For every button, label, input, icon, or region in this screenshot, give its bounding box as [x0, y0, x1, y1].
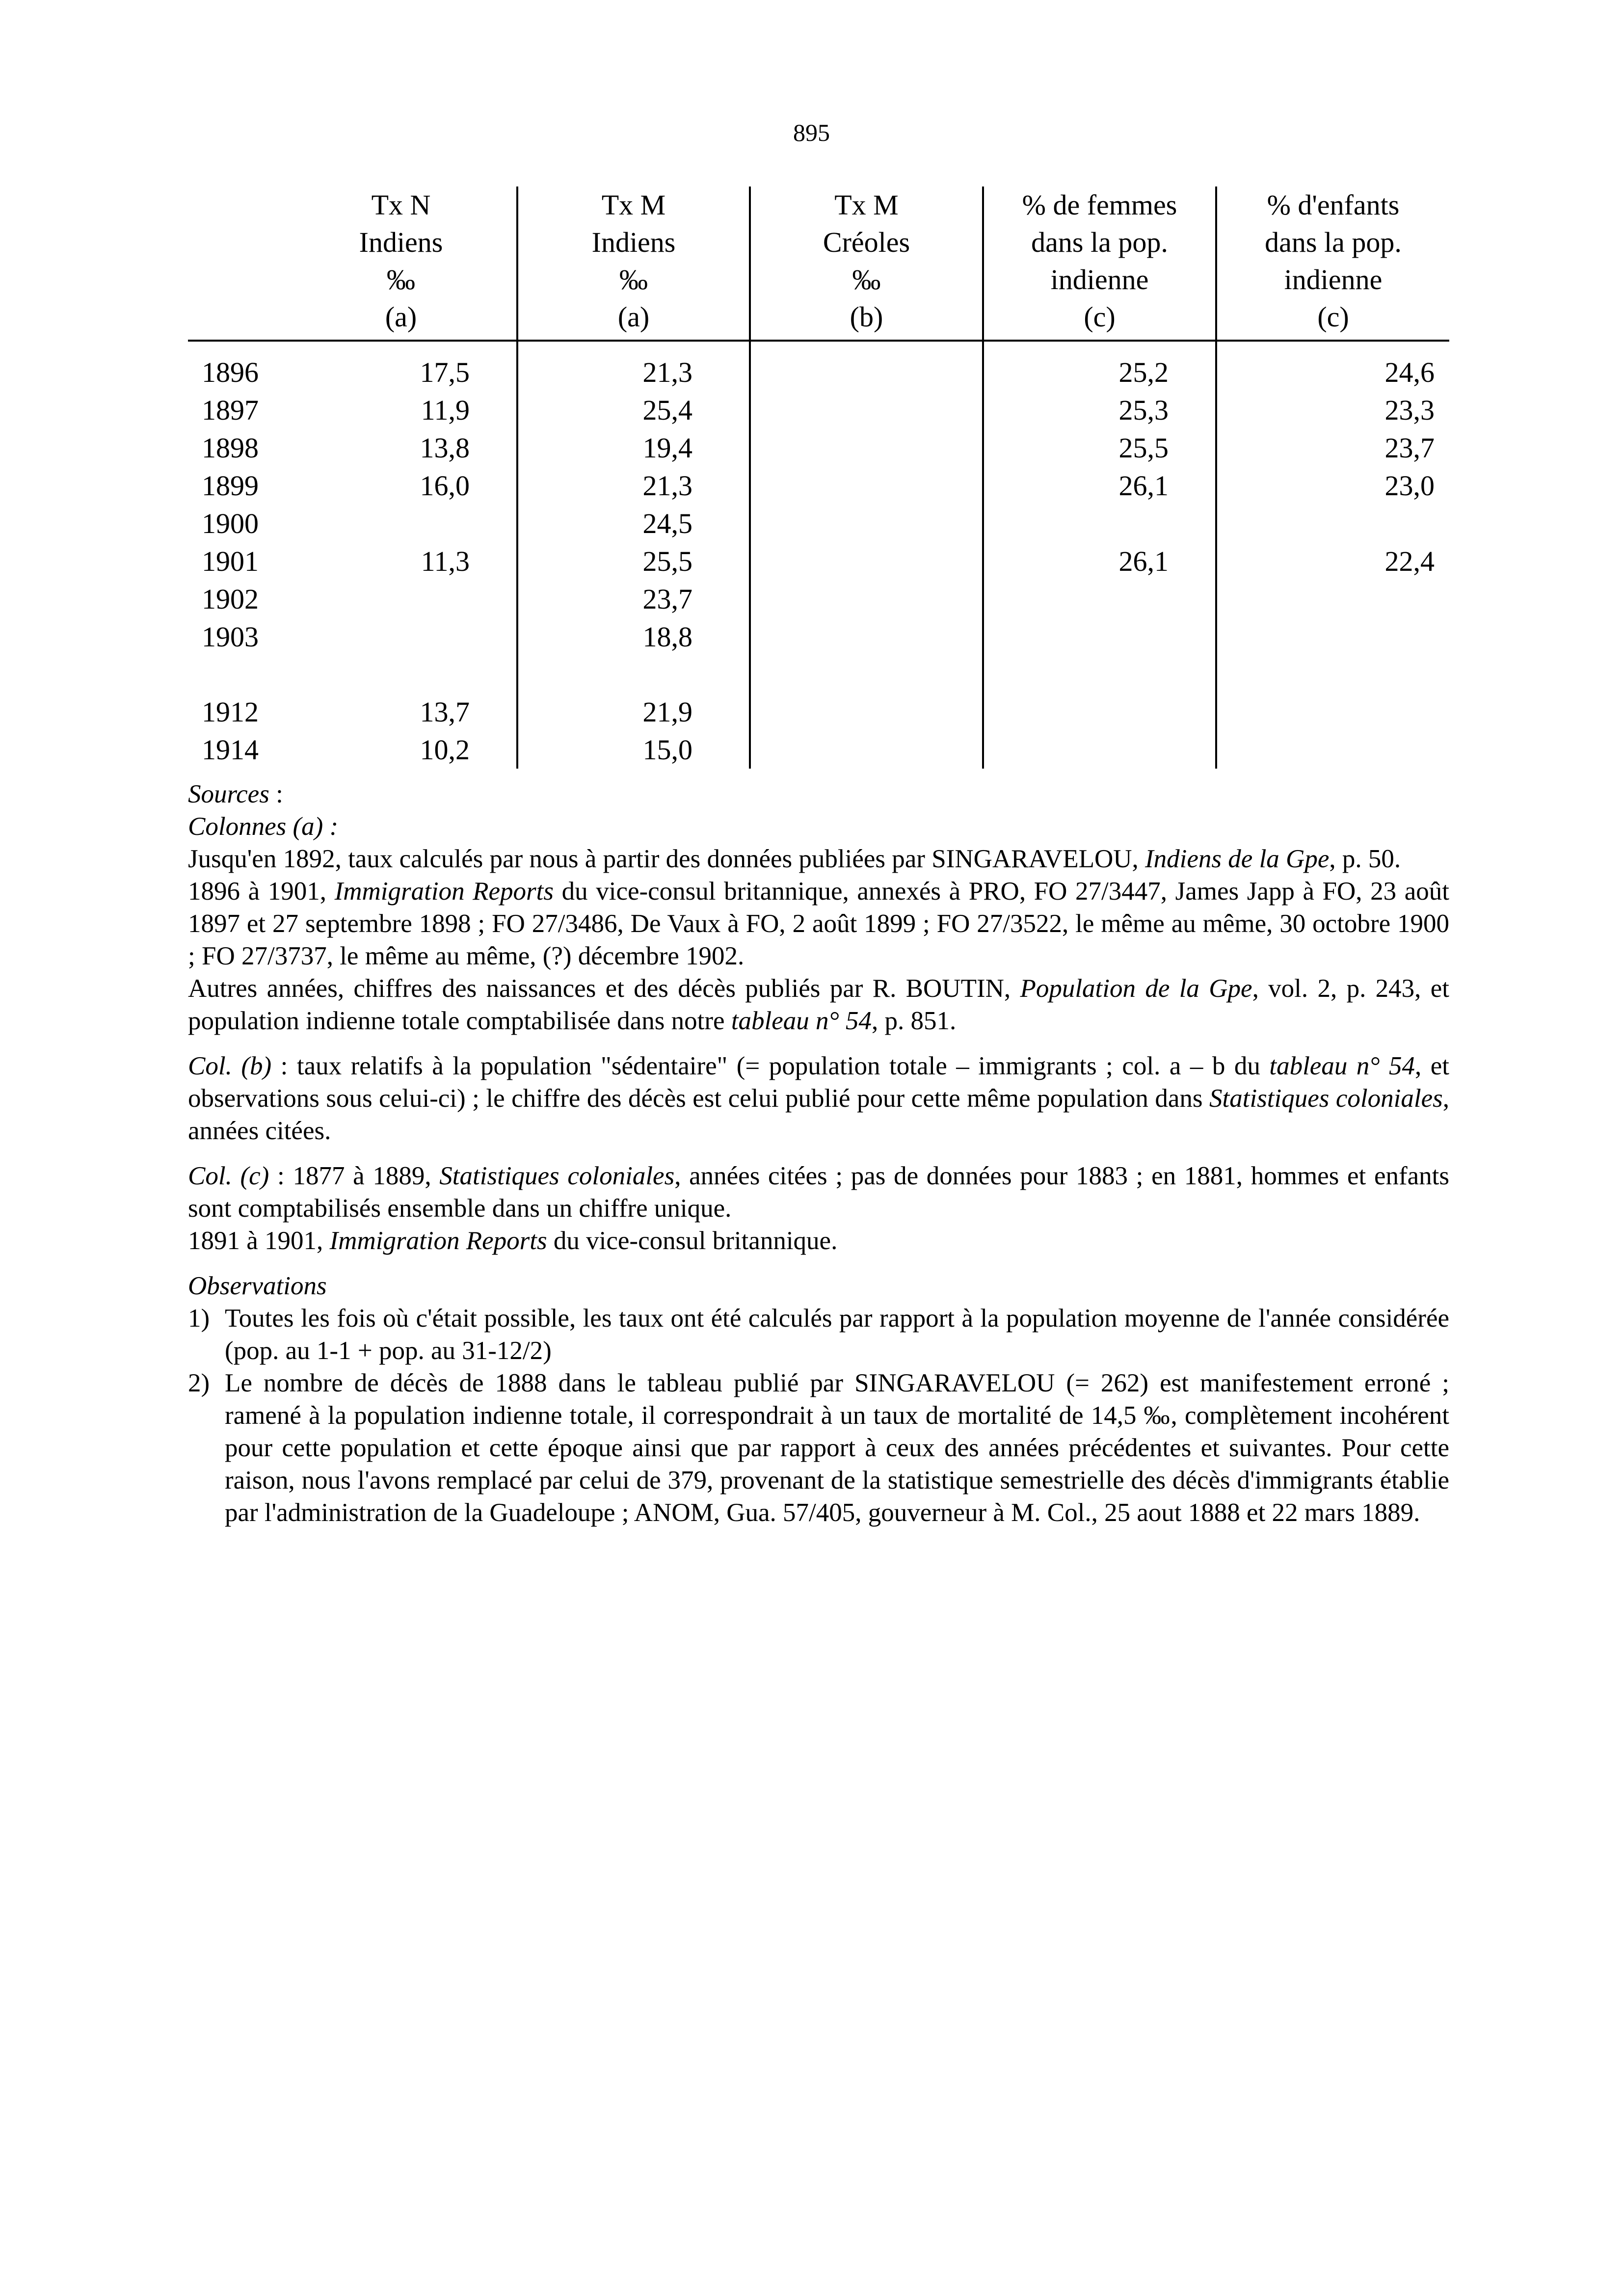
table-cell-enfants: 23,0: [1216, 467, 1449, 505]
table-cell-txm_cre: [750, 505, 983, 542]
table-cell-txm_ind: 24,5: [517, 505, 750, 542]
table-cell-femmes: [983, 505, 1216, 542]
table-cell-txm_cre: [750, 467, 983, 505]
table-cell-year: [188, 656, 286, 693]
table-cell-txn: 13,8: [420, 432, 470, 464]
table-cell-txn: [286, 580, 517, 618]
note-1891-1901: 1891 à 1901, Immigration Reports du vice-consul britannique.: [188, 1227, 838, 1255]
header-line: dans la pop.: [1031, 226, 1168, 258]
observation-text: Le nombre de décès de 1888 dans le tableau publié par SINGARAVELOU (= 262) est manifestement erroné ; ramené à la population indienne totale, il correspondrait à un taux de mortalité de 14,5 ‰, complètement incohérent pour cette population et cette époque ainsi que par rapport à ceux des années précédentes et suivantes. Pour cette raison, nous l'avons remplacé par celui de 379, provenant de la statistique semestrielle des décès d'immigrants établie par l'administration de la Guadeloupe ; ANOM, Gua. 57/405, gouverneur à M. Col., 25 aout 1888 et 22 mars 1889.: [225, 1369, 1449, 1527]
table-cell-femmes: 26,1: [983, 542, 1216, 580]
header-line: (a): [385, 301, 417, 333]
observations-heading: Observations: [188, 1272, 327, 1300]
table-row-gap: [188, 656, 1449, 693]
table-cell-year: 1903: [202, 621, 259, 653]
table-cell-txm_cre: [750, 618, 983, 656]
header-line: (c): [1317, 301, 1349, 333]
table-cell-txm_ind: 25,4: [517, 391, 750, 429]
table-cell-year: 1902: [202, 583, 259, 615]
table-cell-year: 1896: [202, 356, 259, 388]
table-cell-femmes: [983, 618, 1216, 656]
table-cell-txm_ind: 18,8: [517, 618, 750, 656]
table-cell-year: 1900: [202, 507, 259, 539]
table-cell-txm_cre: [750, 429, 983, 467]
table-cell-enfants: [1216, 693, 1449, 731]
table-cell-txn: 10,2: [420, 734, 470, 766]
table-cell-txn: 16,0: [420, 470, 470, 502]
table-row-1898: [188, 429, 1449, 467]
header-line: % d'enfants: [1267, 189, 1400, 221]
table-cell-enfants: 24,6: [1216, 341, 1449, 391]
table-cell-txn: 11,3: [421, 545, 470, 577]
table-cell-femmes: [983, 731, 1216, 769]
header-cell-4: [983, 187, 1216, 341]
table-cell-txn: [286, 505, 517, 542]
table-cell-enfants: 23,3: [1216, 391, 1449, 429]
note-autres-annees: Autres années, chiffres des naissances et des décès publiés par R. BOUTIN, Population de la Gpe, vol. 2, p. 243, et population indienne totale comptabilisée dans notre tableau n° 54, p. 851.: [188, 974, 1449, 1035]
header-line: Tx N: [371, 189, 431, 221]
table-cell-txn: 17,5: [420, 356, 470, 388]
statistics-table-container: [188, 187, 1449, 769]
header-cell-5: [1216, 187, 1449, 341]
table-cell-txn: [286, 618, 517, 656]
table-cell-txm_cre: [750, 341, 983, 391]
table-cell-femmes: 25,5: [983, 429, 1216, 467]
table-cell-femmes: [983, 693, 1216, 731]
observations-list: [188, 1302, 1449, 1529]
observation-number: 1): [188, 1304, 210, 1333]
table-cell-txm_ind: 21,3: [517, 341, 750, 391]
table-cell-femmes: [983, 580, 1216, 618]
table-cell-txm_ind: 15,0: [517, 731, 750, 769]
sources-heading: Sources :: [188, 780, 283, 808]
note-1896-1901: 1896 à 1901, Immigration Reports du vice-consul britannique, annexés à PRO, FO 27/3447, James Japp à FO, 23 août 1897 et 27 septembre 1898 ; FO 27/3486, De Vaux à FO, 2 août 1899 ; FO 27/3522, le même au même, 30 octobre 1900 ; FO 27/3737, le même au même, (?) décembre 1902.: [188, 877, 1449, 970]
header-line: ‰: [852, 264, 881, 295]
note-col-c: Col. (c) : 1877 à 1889, Statistiques coloniales, années citées ; pas de données pour 1883 ; en 1881, hommes et enfants sont comptabilisés ensemble dans un chiffre unique.: [188, 1162, 1449, 1223]
colonnes-a-heading: Colonnes (a) :: [188, 812, 339, 841]
note-col-b: Col. (b) : taux relatifs à la population "sédentaire" (= population totale – immigrants ; col. a – b du tableau n° 54, et observations sous celui-ci) ; le chiffre des décès est celui publié pour cette même population dans Statistiques coloniales, années citées.: [188, 1052, 1450, 1145]
table-cell-txm_cre: [750, 731, 983, 769]
table-cell-txm_cre: [750, 656, 983, 693]
table-row-1903: [188, 618, 1449, 656]
page-number: 895: [793, 119, 830, 146]
header-line: dans la pop.: [1265, 226, 1402, 258]
table-cell-year: 1897: [202, 394, 259, 426]
observation-item: [188, 1302, 1449, 1367]
table-cell-femmes: 25,2: [983, 341, 1216, 391]
header-line: % de femmes: [1022, 189, 1177, 221]
table-cell-txm_cre: [750, 542, 983, 580]
table-row-1899: [188, 467, 1449, 505]
note-jusqu-1892: Jusqu'en 1892, taux calculés par nous à partir des données publiées par SINGARAVELOU, Indiens de la Gpe, p. 50.: [188, 845, 1401, 873]
observation-text: Toutes les fois où c'était possible, les taux ont été calculés par rapport à la population moyenne de l'année considérée (pop. au 1-1 + pop. au 31-12/2): [225, 1304, 1449, 1365]
table-row-1901: [188, 542, 1449, 580]
table-cell-txm_ind: [517, 656, 750, 693]
table-cell-txm_ind: 21,3: [517, 467, 750, 505]
header-line: indienne: [1284, 264, 1383, 295]
table-header-row: [188, 187, 1449, 341]
table-cell-femmes: [983, 656, 1216, 693]
table-cell-enfants: [1216, 731, 1449, 769]
table-cell-txm_ind: 21,9: [517, 693, 750, 731]
header-line: (a): [617, 301, 650, 333]
header-line: (b): [850, 301, 883, 333]
table-cell-enfants: 23,7: [1216, 429, 1449, 467]
header-line: Tx M: [834, 189, 899, 221]
header-cell-3: [750, 187, 983, 341]
header-cell-1: [286, 187, 517, 341]
observation-number: 2): [188, 1369, 210, 1397]
table-cell-year: 1899: [202, 470, 259, 502]
table-row-1902: [188, 580, 1449, 618]
table-cell-txm_ind: 25,5: [517, 542, 750, 580]
header-line: Créoles: [823, 226, 910, 258]
header-cell-year: [188, 187, 286, 341]
table-cell-txm_cre: [750, 693, 983, 731]
table-cell-year: 1901: [202, 545, 259, 577]
statistics-table: [188, 187, 1449, 769]
table-body: [188, 341, 1449, 769]
table-row-1897: [188, 391, 1449, 429]
header-line: ‰: [619, 264, 648, 295]
table-cell-femmes: 26,1: [983, 467, 1216, 505]
table-cell-txm_cre: [750, 580, 983, 618]
table-cell-enfants: [1216, 656, 1449, 693]
table-cell-enfants: [1216, 505, 1449, 542]
observation-item: [188, 1367, 1449, 1529]
header-line: indienne: [1050, 264, 1149, 295]
table-cell-year: 1914: [202, 734, 259, 766]
header-line: Tx M: [601, 189, 666, 221]
table-cell-year: 1912: [202, 696, 259, 728]
table-cell-txm_ind: 23,7: [517, 580, 750, 618]
table-cell-txn: [286, 656, 517, 693]
table-cell-femmes: 25,3: [983, 391, 1216, 429]
header-line: Indiens: [591, 226, 676, 258]
notes-section: [188, 778, 1449, 1529]
header-cell-2: [517, 187, 750, 341]
header-line: ‰: [387, 264, 415, 295]
table-row-1912: [188, 693, 1449, 731]
table-cell-txm_cre: [750, 391, 983, 429]
table-row-1896: [188, 341, 1449, 391]
table-row-1900: [188, 505, 1449, 542]
header-line: (c): [1084, 301, 1116, 333]
header-line: Indiens: [359, 226, 443, 258]
table-cell-enfants: [1216, 618, 1449, 656]
table-cell-year: 1898: [202, 432, 259, 464]
table-cell-txm_ind: 19,4: [517, 429, 750, 467]
table-row-1914: [188, 731, 1449, 769]
table-cell-enfants: 22,4: [1216, 542, 1449, 580]
table-cell-txn: 11,9: [421, 394, 470, 426]
table-cell-enfants: [1216, 580, 1449, 618]
table-cell-txn: 13,7: [420, 696, 470, 728]
